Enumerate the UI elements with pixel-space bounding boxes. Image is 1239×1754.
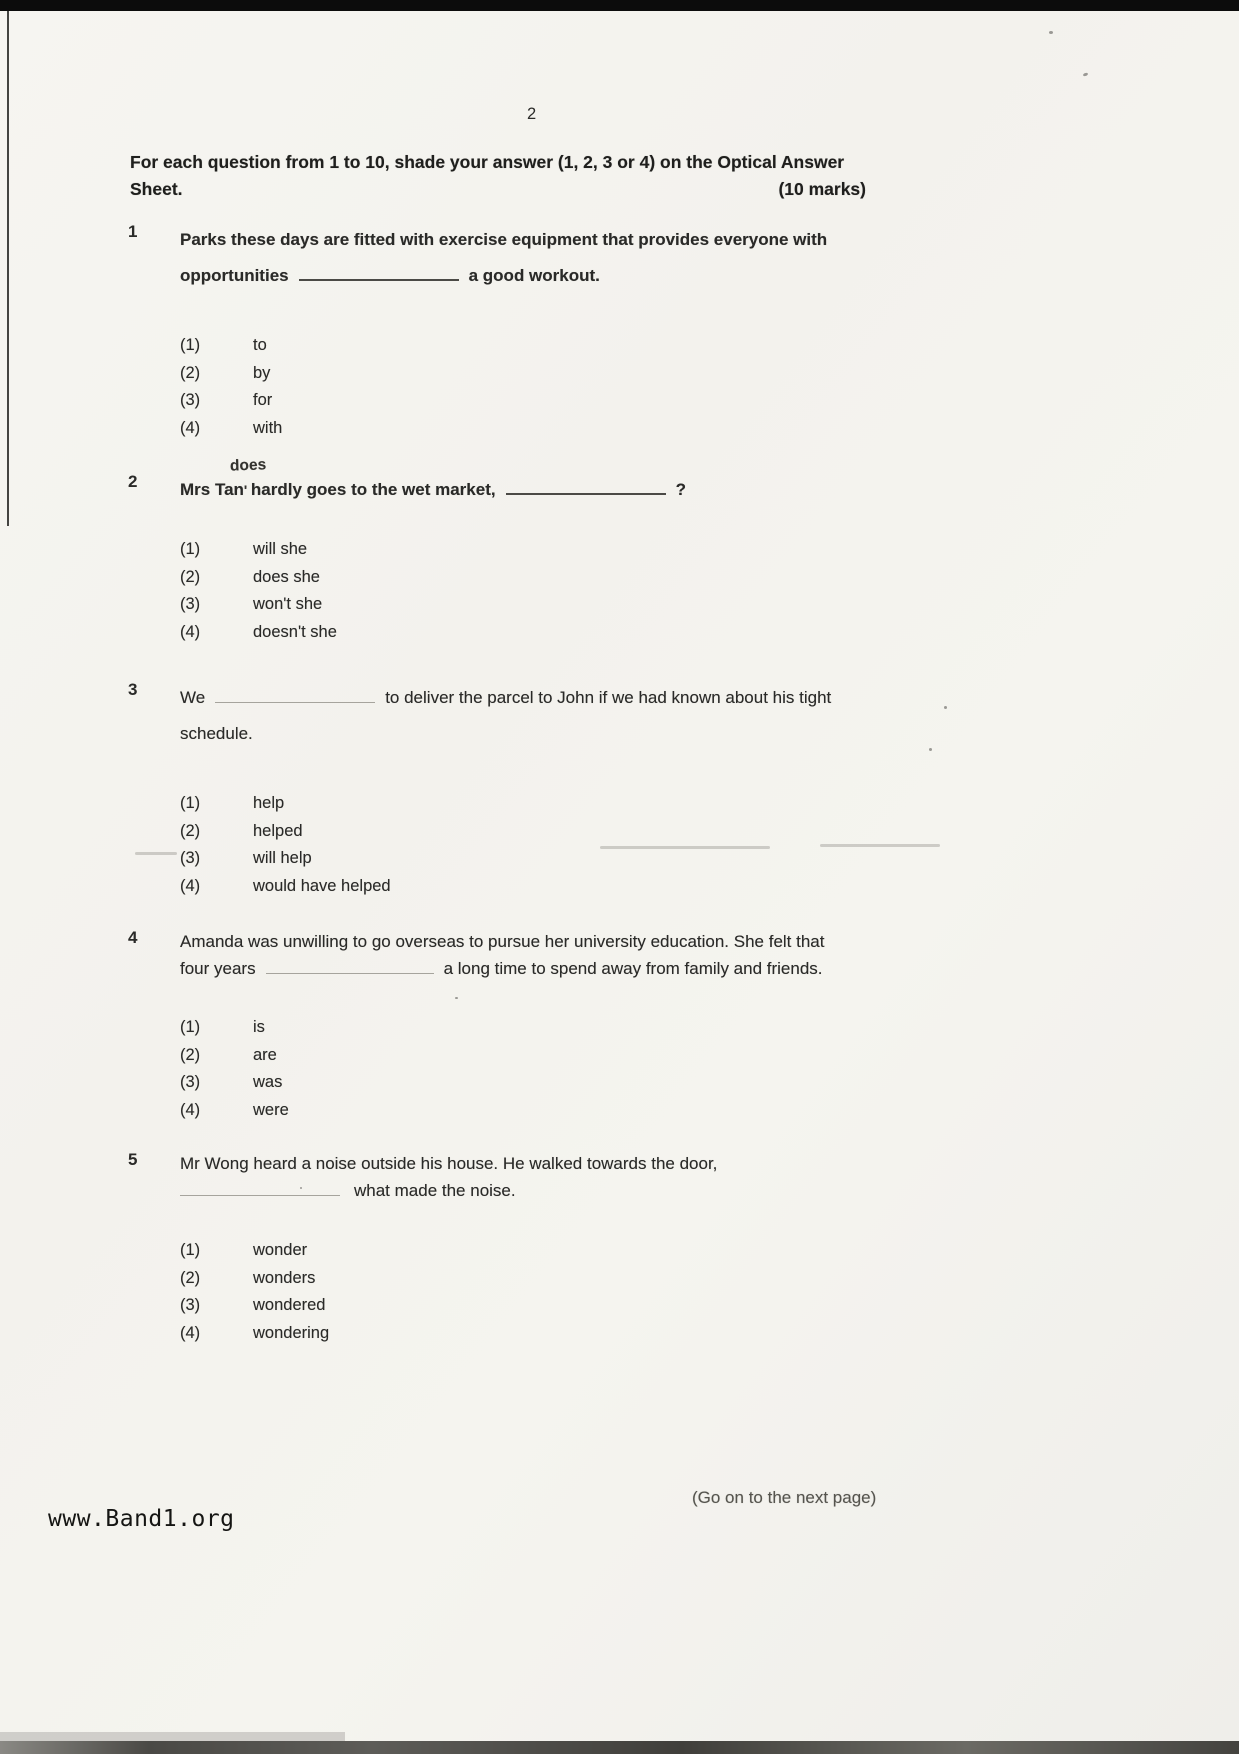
option-text: by — [253, 363, 271, 382]
option-text: are — [253, 1045, 277, 1064]
option-row — [180, 818, 958, 846]
option-row — [180, 387, 958, 415]
options-list — [180, 790, 958, 900]
question-text: schedule. — [180, 724, 253, 743]
question-2 — [128, 456, 958, 646]
option-row — [180, 591, 958, 619]
options-list — [180, 332, 958, 442]
question-text: a long time to spend away from family and friends. — [443, 959, 823, 978]
watermark-url: www.Band1.org — [48, 1506, 235, 1532]
marks-label: (10 marks) — [778, 179, 866, 199]
option-row — [180, 1042, 958, 1070]
question-number: 5 — [128, 1150, 138, 1169]
answer-blank — [180, 1183, 340, 1196]
option-row — [180, 415, 958, 443]
question-text: Mr Wong heard a noise outside his house. He walked towards the door, — [180, 1154, 718, 1173]
question-text: four years — [180, 959, 256, 978]
option-text: won't she — [253, 595, 323, 613]
instructions — [130, 149, 872, 203]
question-text: Mrs Tan — [180, 480, 244, 499]
answer-blank — [215, 690, 375, 703]
question-text: Parks these days are fitted with exercise equipment that provides everyone with — [180, 230, 828, 249]
option-row — [180, 1237, 958, 1265]
option-label: (4) — [180, 1100, 201, 1119]
option-label: (3) — [180, 595, 201, 613]
question-number: 4 — [128, 928, 138, 947]
scan-smudge — [0, 1732, 345, 1741]
scan-edge-top — [0, 0, 1239, 11]
question-text: We — [180, 688, 206, 707]
option-text: with — [253, 418, 283, 437]
question-text: what made the noise. — [354, 1181, 516, 1200]
option-label: (2) — [180, 1045, 201, 1064]
option-label: (2) — [180, 821, 201, 840]
instructions-line2: Sheet. — [130, 179, 183, 199]
option-row — [180, 332, 958, 360]
option-row — [180, 790, 958, 818]
option-label: (1) — [180, 1018, 201, 1036]
option-text: helped — [253, 821, 303, 840]
options-list — [180, 1014, 958, 1124]
handwritten-annotation: does — [229, 456, 267, 475]
scan-edge-left — [7, 11, 9, 526]
option-label: (2) — [180, 1268, 201, 1287]
option-row — [180, 619, 958, 647]
option-row — [180, 1265, 958, 1293]
option-row — [180, 1097, 958, 1125]
option-row — [180, 1069, 958, 1097]
answer-blank — [266, 961, 434, 974]
option-text: was — [253, 1073, 283, 1091]
option-text: help — [253, 794, 285, 812]
question-text: to deliver the parcel to John if we had known about his tight — [385, 688, 832, 707]
answer-blank — [299, 268, 459, 281]
option-label: (3) — [180, 1073, 201, 1091]
option-row — [180, 873, 958, 901]
footer-note: (Go on to the next page) — [692, 1488, 877, 1507]
option-text: were — [253, 1100, 289, 1119]
answer-blank — [506, 482, 666, 495]
option-text: for — [253, 391, 273, 409]
option-row — [180, 1320, 958, 1348]
option-text: wonders — [253, 1268, 316, 1287]
option-row — [180, 360, 958, 388]
handwritten-annotation-anchor — [229, 456, 267, 508]
instructions-line1: For each question from 1 to 10, shade your answer (1, 2, 3 or 4) on the Optical Answer — [130, 152, 845, 172]
option-label: (2) — [180, 363, 201, 382]
option-text: will help — [253, 849, 312, 867]
option-row — [180, 564, 958, 592]
question-text: Amanda was unwilling to go overseas to pursue her university education. She felt that — [180, 932, 825, 951]
option-label: (4) — [180, 418, 201, 437]
scan-speck — [1083, 72, 1089, 77]
question-number: 3 — [128, 680, 138, 699]
option-label: (4) — [180, 1323, 201, 1342]
question-number: 1 — [128, 222, 138, 241]
option-label: (4) — [180, 876, 201, 895]
option-row — [180, 1292, 958, 1320]
scan-speck — [1049, 31, 1053, 34]
page-number: 2 — [527, 105, 537, 123]
option-label: (3) — [180, 1296, 201, 1314]
option-label: (3) — [180, 391, 201, 409]
options-list — [180, 1237, 958, 1347]
question-text: opportunities — [180, 266, 289, 285]
option-row — [180, 845, 958, 873]
question-text: a good workout. — [468, 266, 600, 285]
question-3 — [128, 680, 958, 900]
option-text: will she — [253, 540, 308, 558]
option-text: to — [253, 336, 267, 354]
question-number: 2 — [128, 472, 138, 491]
option-text: would have helped — [253, 876, 391, 895]
option-text: wonder — [253, 1241, 308, 1259]
option-row — [180, 1014, 958, 1042]
option-text: doesn't she — [253, 622, 337, 641]
options-list — [180, 536, 958, 646]
question-1 — [128, 222, 958, 442]
option-label: (1) — [180, 336, 201, 354]
question-4 — [128, 928, 958, 1124]
option-row — [180, 536, 958, 564]
option-text: does she — [253, 567, 320, 586]
question-text: hardly goes to the wet market, — [250, 480, 496, 499]
option-text: wondered — [253, 1296, 326, 1314]
insertion-caret: ' — [243, 482, 248, 498]
scan-edge-bottom — [0, 1741, 1239, 1754]
option-text: wondering — [253, 1323, 330, 1342]
option-label: (4) — [180, 622, 201, 641]
option-label: (1) — [180, 1241, 201, 1259]
option-label: (1) — [180, 540, 201, 558]
option-label: (2) — [180, 567, 201, 586]
question-text: ? — [675, 480, 686, 499]
option-label: (3) — [180, 849, 201, 867]
option-text: is — [253, 1018, 265, 1036]
option-label: (1) — [180, 794, 201, 812]
question-5 — [128, 1150, 958, 1347]
